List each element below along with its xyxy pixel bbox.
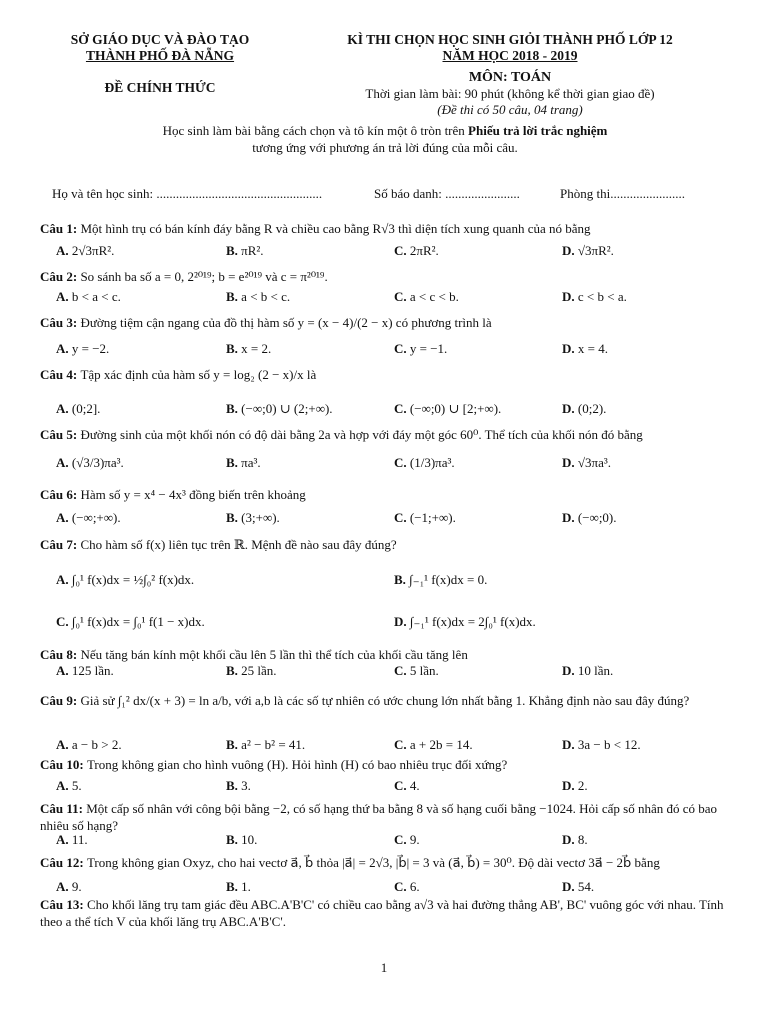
option-a[interactable]: A. 2√3πR². [56, 243, 115, 258]
option-d[interactable]: D. 2. [562, 778, 588, 793]
instruction-part2: tương ứng với phương án trả lời đúng của mỗi câu. [252, 140, 518, 155]
question-label: Câu 12: [40, 855, 87, 870]
department-line: SỞ GIÁO DỤC VÀ ĐÀO TẠO [70, 32, 250, 47]
question-label: Câu 11: [40, 801, 87, 816]
question-text: Một cấp số nhân với công bội bằng −2, có số hạng thứ ba bằng 8 và số hạng cuối bằng −1024. Hỏi cấp số nhân đó có bao nhiêu số hạng? [40, 801, 718, 833]
question-label: Câu 5: [40, 427, 81, 442]
option-b[interactable]: B. 25 lần. [226, 663, 277, 678]
page-number: 1 [380, 960, 388, 975]
question-text: Cho hàm số f(x) liên tục trên ℝ. Mệnh đề nào sau đây đúng? [80, 537, 397, 552]
option-c[interactable]: C. (1/3)πa³. [394, 455, 455, 470]
option-d[interactable]: D. 3a − b < 12. [562, 737, 641, 752]
options-row [56, 879, 696, 897]
option-b[interactable]: B. x = 2. [226, 341, 272, 356]
option-a[interactable]: A. (0;2]. [56, 401, 101, 416]
option-b[interactable]: B. 3. [226, 778, 251, 793]
option-b[interactable]: B. a < b < c. [226, 289, 291, 304]
question-5 [40, 426, 740, 443]
city-line: THÀNH PHỐ ĐÀ NẴNG [85, 48, 235, 63]
option-a[interactable]: A. ∫₀¹ f(x)dx = ½∫₀² f(x)dx. [56, 572, 195, 587]
options-row [56, 289, 696, 307]
options-row [56, 455, 696, 473]
subject-label: MÔN: TOÁN [468, 70, 552, 85]
question-12 [40, 854, 740, 871]
official-label: ĐỀ CHÍNH THỨC [104, 80, 216, 95]
instruction-text [60, 122, 710, 156]
option-a[interactable]: A. y = −2. [56, 341, 110, 356]
options-row [56, 663, 696, 681]
option-b[interactable]: B. πR². [226, 243, 264, 258]
option-d[interactable]: D. ∫₋₁¹ f(x)dx = 2∫₀¹ f(x)dx. [394, 614, 536, 629]
question-text: Giả sử ∫₁² dx/(x + 3) = ln a/b, với a,b là các số tự nhiên có ước chung lớn nhất bằng 1. Khẳng định nào sau đây đúng? [80, 693, 690, 708]
option-c[interactable]: C. 6. [394, 879, 420, 894]
question-label: Câu 8: [40, 647, 81, 662]
option-a[interactable]: A. a − b > 2. [56, 737, 122, 752]
question-7 [40, 536, 740, 553]
option-c[interactable]: C. ∫₀¹ f(x)dx = ∫₀¹ f(1 − x)dx. [56, 614, 205, 629]
question-6 [40, 486, 740, 503]
question-label: Câu 3: [40, 315, 81, 330]
option-a[interactable]: A. 125 lần. [56, 663, 114, 678]
question-text: Hàm số y = x⁴ − 4x³ đồng biến trên khoảng [80, 487, 306, 502]
options-row [56, 614, 696, 632]
option-b[interactable]: B. ∫₋₁¹ f(x)dx = 0. [394, 572, 488, 587]
options-row [56, 341, 696, 359]
student-id-field: Số báo danh: ....................... [374, 186, 520, 201]
option-b[interactable]: B. (−∞;0) ∪ (2;+∞). [226, 401, 333, 416]
option-a[interactable]: A. 5. [56, 778, 82, 793]
question-4 [40, 366, 740, 383]
option-b[interactable]: B. (3;+∞). [226, 510, 280, 525]
student-name-field: Họ và tên học sinh: ................................................... [52, 186, 323, 201]
question-1 [40, 220, 740, 237]
option-d[interactable]: D. (0;2). [562, 401, 607, 416]
option-c[interactable]: C. 4. [394, 778, 420, 793]
option-c[interactable]: C. (−∞;0) ∪ [2;+∞). [394, 401, 502, 416]
option-d[interactable]: D. 10 lần. [562, 663, 614, 678]
options-row [56, 572, 696, 590]
time-limit: Thời gian làm bài: 90 phút (không kể thời gian giao đề) [365, 86, 655, 101]
option-c[interactable]: C. a + 2b = 14. [394, 737, 473, 752]
question-label: Câu 13: [40, 897, 87, 912]
option-d[interactable]: D. c < b < a. [562, 289, 627, 304]
question-text: Cho khối lăng trụ tam giác đều ABC.A'B'C' có chiều cao bằng a√3 và hai đường thẳng AB', BC' vuông góc với nhau. Tính theo a thể tích V của khối lăng trụ ABC.A'B'C'. [40, 897, 724, 929]
option-c[interactable]: C. 9. [394, 832, 420, 847]
question-label: Câu 2: [40, 269, 81, 284]
option-c[interactable]: C. 5 lần. [394, 663, 439, 678]
option-d[interactable]: D. (−∞;0). [562, 510, 617, 525]
question-text: Tập xác định của hàm số y = log₂ (2 − x)/x là [80, 367, 317, 382]
options-row [56, 832, 696, 850]
question-label: Câu 9: [40, 693, 81, 708]
exam-title: KÌ THI CHỌN HỌC SINH GIỎI THÀNH PHỐ LỚP 12 [347, 32, 673, 47]
question-11 [40, 800, 740, 834]
option-d[interactable]: D. x = 4. [562, 341, 608, 356]
question-text: Đường sinh của một khối nón có độ dài bằng 2a và hợp với đáy một góc 60⁰. Thể tích của khối nón đó bằng [80, 427, 643, 442]
question-text: Trong không gian Oxyz, cho hai vectơ a⃗, b⃗ thỏa |a⃗| = 2√3, |b⃗| = 3 và (a⃗, b⃗) = 30⁰. Độ dài vectơ 3a⃗ − 2b⃗ bằng [86, 855, 660, 870]
page-count-note: (Đề thi có 50 câu, 04 trang) [437, 102, 583, 117]
option-b[interactable]: B. πa³. [226, 455, 261, 470]
option-d[interactable]: D. 54. [562, 879, 595, 894]
option-a[interactable]: A. 11. [56, 832, 88, 847]
option-a[interactable]: A. b < a < c. [56, 289, 121, 304]
question-text: Trong không gian cho hình vuông (H). Hỏi hình (H) có bao nhiêu trục đối xứng? [86, 757, 508, 772]
department-header [40, 32, 280, 96]
question-label: Câu 7: [40, 537, 81, 552]
option-b[interactable]: B. 10. [226, 832, 258, 847]
question-10 [40, 756, 740, 773]
option-a[interactable]: A. 9. [56, 879, 82, 894]
question-3 [40, 314, 740, 331]
option-c[interactable]: C. (−1;+∞). [394, 510, 456, 525]
option-c[interactable]: C. a < c < b. [394, 289, 459, 304]
school-year: NĂM HỌC 2018 - 2019 [442, 48, 578, 63]
option-a[interactable]: A. (√3/3)πa³. [56, 455, 124, 470]
question-label: Câu 1: [40, 221, 81, 236]
question-label: Câu 4: [40, 367, 81, 382]
option-b[interactable]: B. 1. [226, 879, 251, 894]
option-d[interactable]: D. √3πR². [562, 243, 614, 258]
option-b[interactable]: B. a² − b² = 41. [226, 737, 306, 752]
instruction-part1: Học sinh làm bài bằng cách chọn và tô kín một ô tròn trên [162, 123, 469, 138]
question-2 [40, 268, 740, 285]
exam-header [300, 32, 720, 118]
question-label: Câu 10: [40, 757, 87, 772]
question-8 [40, 646, 740, 663]
options-row [56, 243, 696, 261]
option-a[interactable]: A. (−∞;+∞). [56, 510, 121, 525]
question-text: So sánh ba số a = 0, 2²⁰¹⁹; b = e²⁰¹⁹ và c = π²⁰¹⁹. [80, 269, 328, 284]
option-d[interactable]: D. 8. [562, 832, 588, 847]
options-row [56, 401, 696, 419]
option-d[interactable]: D. √3πa³. [562, 455, 612, 470]
exam-room-field: Phòng thi....................... [560, 186, 685, 201]
question-text: Một hình trụ có bán kính đáy bằng R và chiều cao bằng R√3 thì diện tích xung quanh của nó bằng [80, 221, 591, 236]
question-label: Câu 6: [40, 487, 81, 502]
instruction-bold: Phiếu trả lời trắc nghiệm [468, 123, 608, 138]
options-row [56, 737, 696, 755]
question-text: Nếu tăng bán kính một khối cầu lên 5 lần thì thể tích của khối cầu tăng lên [80, 647, 468, 662]
question-13 [40, 896, 740, 930]
option-c[interactable]: C. 2πR². [394, 243, 439, 258]
question-text: Đường tiệm cận ngang của đồ thị hàm số y = (x − 4)/(2 − x) có phương trình là [80, 315, 492, 330]
option-c[interactable]: C. y = −1. [394, 341, 448, 356]
options-row [56, 510, 696, 528]
question-9 [40, 692, 740, 709]
options-row [56, 778, 696, 796]
